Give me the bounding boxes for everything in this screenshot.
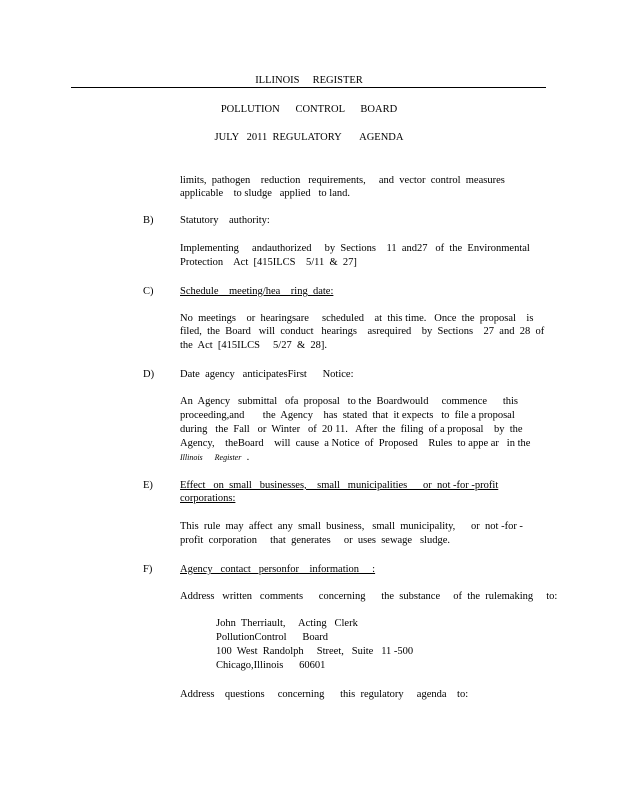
register-title: ILLINOIS REGISTER bbox=[255, 75, 363, 86]
section-d-body-3: during the Fall or Winter of 20 11. After the filing of a proposal by the bbox=[180, 424, 523, 435]
agenda-title: JULY 2011 REGULATORY AGENDA bbox=[214, 132, 404, 143]
section-d-body-5 bbox=[180, 451, 249, 464]
section-c-body-2: filed, the Board will conduct hearings asrequired by Sections 27 and 28 of bbox=[180, 326, 545, 337]
section-d-heading: Date agency anticipatesFirst Notice: bbox=[180, 369, 354, 380]
section-e-heading-1: Effect on small businesses, small municipalities or not -for -profit bbox=[180, 480, 499, 491]
intro-line-2: applicable to sludge applied to land. bbox=[180, 188, 350, 199]
section-b-label: B) bbox=[143, 215, 154, 226]
section-b-body-1: Implementing andauthorized by Sections 11 and27 of the Environmental bbox=[180, 243, 530, 254]
section-c-body-1: No meetings or hearingsare scheduled at this time. Once the proposal is bbox=[180, 313, 534, 324]
section-f-label: F) bbox=[143, 564, 153, 575]
section-f-body-1: Address written comments concerning the substance of the rulemaking to: bbox=[180, 591, 558, 602]
section-e-label: E) bbox=[143, 480, 153, 491]
section-d-body-5-tail: . bbox=[241, 452, 250, 463]
header-divider bbox=[71, 87, 546, 88]
section-e-body-2: profit corporation that generates or uses sewage sludge. bbox=[180, 535, 451, 546]
section-e-heading-2: corporations: bbox=[180, 493, 236, 504]
section-d-body-1: An Agency submittal ofa proposal to the Boardwould commence this bbox=[180, 396, 518, 407]
intro-line-1: limits, pathogen reduction requirements, and vector control measures bbox=[180, 175, 505, 186]
illinois-register-italic: Illinois Register bbox=[180, 453, 242, 462]
address-line-4: Chicago,Illinois 60601 bbox=[216, 660, 326, 671]
section-b-body-2: Protection Act [415ILCS 5/11 & 27] bbox=[180, 257, 357, 268]
section-f-body-2: Address questions concerning this regulatory agenda to: bbox=[180, 689, 469, 700]
section-d-label: D) bbox=[143, 369, 155, 380]
address-line-1: John Therriault, Acting Clerk bbox=[216, 618, 358, 629]
address-line-3: 100 West Randolph Street, Suite 11 -500 bbox=[216, 646, 414, 657]
section-c-heading: Schedule meeting/hea ring date: bbox=[180, 286, 334, 297]
section-c-body-3: the Act [415ILCS 5/27 & 28]. bbox=[180, 340, 327, 351]
address-line-2: PollutionControl Board bbox=[216, 632, 329, 643]
board-title: POLLUTION CONTROL BOARD bbox=[220, 104, 398, 115]
section-d-body-4: Agency, theBoard will cause a Notice of Proposed Rules to appe ar in the bbox=[180, 438, 531, 449]
section-b-heading: Statutory authority: bbox=[180, 215, 270, 226]
section-c-label: C) bbox=[143, 286, 154, 297]
section-e-body-1: This rule may affect any small business, small municipality, or not -for - bbox=[180, 521, 523, 532]
section-f-heading: Agency contact personfor information : bbox=[180, 564, 376, 575]
section-d-body-2: proceeding,and the Agency has stated that it expects to file a proposal bbox=[180, 410, 515, 421]
